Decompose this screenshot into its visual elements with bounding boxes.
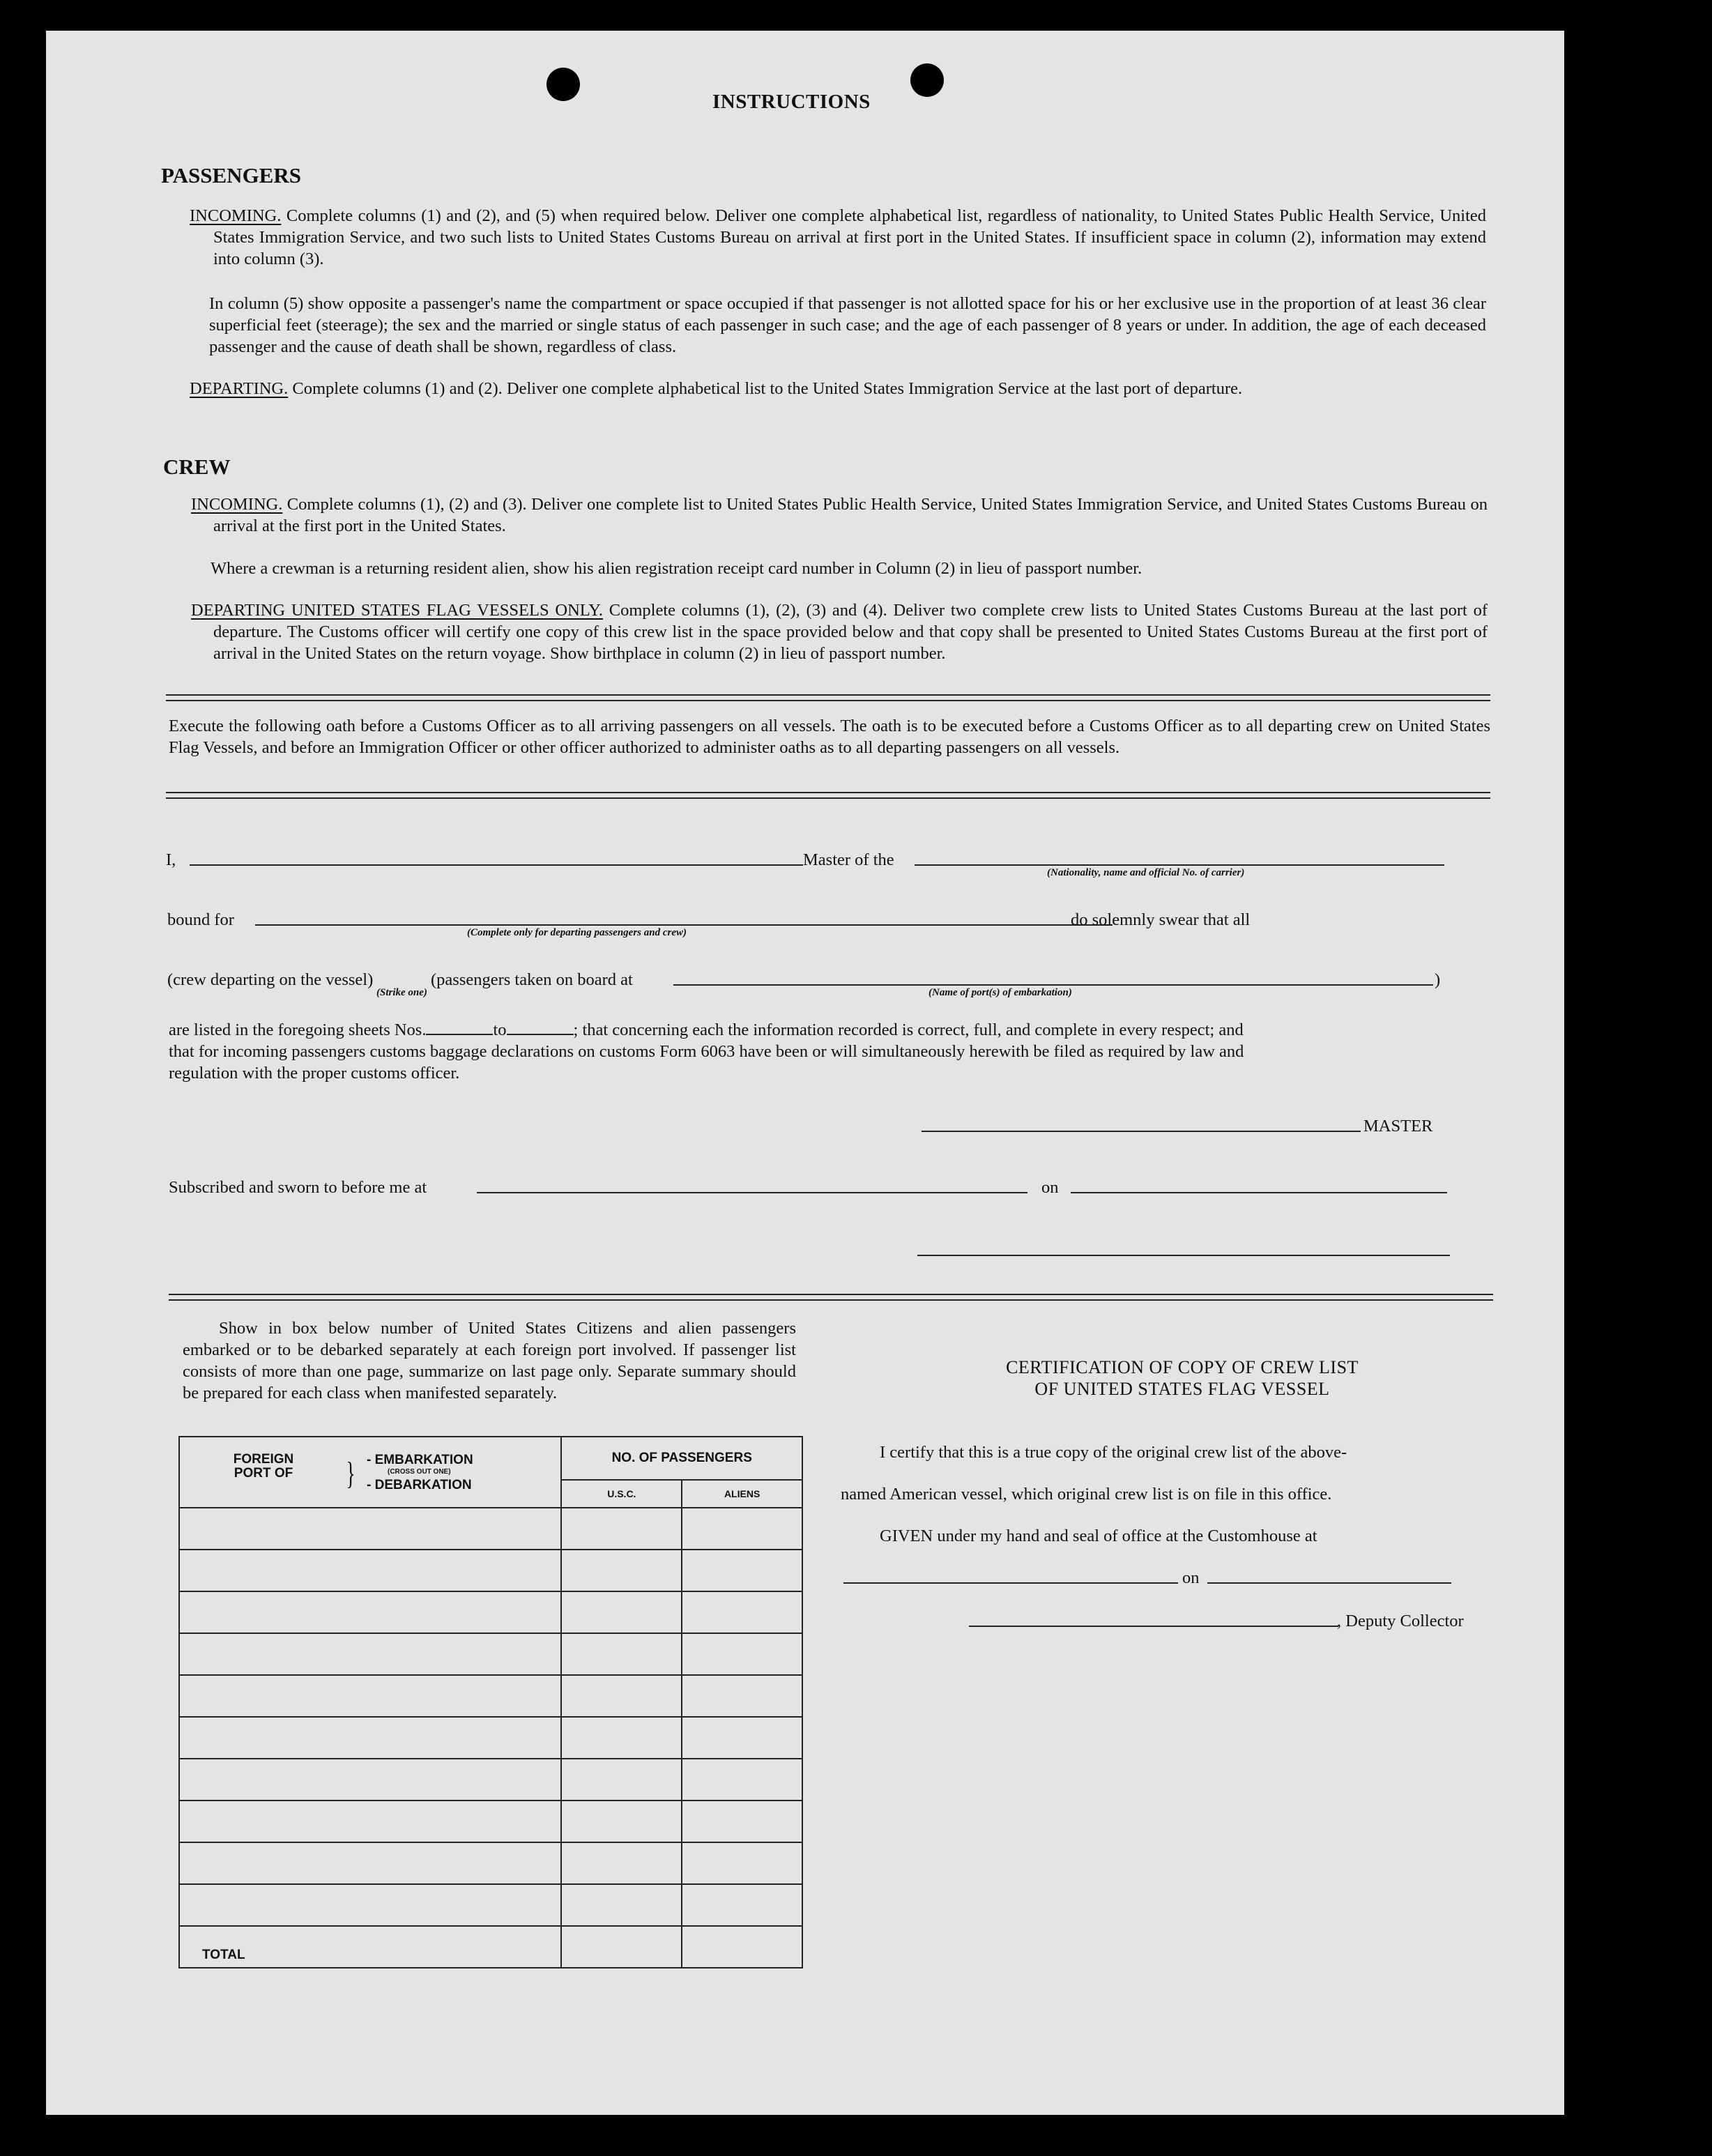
usc-cell[interactable] bbox=[561, 1675, 682, 1717]
col-port-header: FOREIGN PORT OF bbox=[233, 1452, 294, 1481]
deputy-signature-field[interactable] bbox=[969, 1626, 1338, 1627]
customhouse-field[interactable] bbox=[843, 1582, 1178, 1584]
sheets-line bbox=[169, 1019, 1244, 1041]
form-page bbox=[46, 31, 1564, 2115]
certification-heading-line1: CERTIFICATION OF COPY OF CREW LIST bbox=[1006, 1357, 1359, 1377]
port-hint: (Name of port(s) of embarkation) bbox=[928, 987, 1072, 998]
passengers-incoming-label: INCOMING. bbox=[190, 206, 282, 225]
certification-line1: I certify that this is a true copy of the original crew list of the above- bbox=[880, 1443, 1347, 1462]
punch-hole-left bbox=[547, 68, 580, 101]
oath-i-label: I, bbox=[166, 850, 176, 869]
aliens-cell[interactable] bbox=[682, 1591, 802, 1633]
to-label: to bbox=[493, 1020, 507, 1039]
table-row bbox=[179, 1508, 802, 1550]
usc-cell[interactable] bbox=[561, 1717, 682, 1759]
port-cell[interactable] bbox=[179, 1884, 561, 1926]
passengers-incoming-text: Complete columns (1) and (2), and (5) when required below. Deliver one complete alphabetical list, regardless of nationality, to United States Public Health Service, United States Immigration Service, and two such lists to United States Customs Bureau on arrival at first port in the United States. If insufficient space in column (2), information may extend into column (3). bbox=[213, 206, 1486, 268]
crew-incoming bbox=[191, 494, 1488, 537]
punch-hole-right bbox=[910, 63, 944, 97]
table-row bbox=[179, 1884, 802, 1926]
aliens-cell[interactable] bbox=[682, 1842, 802, 1884]
passengers-departing-text: Complete columns (1) and (2). Deliver one complete alphabetical list to the United States Immigration Service at the last port of departure. bbox=[288, 379, 1243, 398]
table-row bbox=[179, 1675, 802, 1717]
master-of-label: Master of the bbox=[803, 850, 894, 869]
port-cell[interactable] bbox=[179, 1675, 561, 1717]
certification-line3: GIVEN under my hand and seal of office at the Customhouse at bbox=[880, 1527, 1317, 1545]
port-cell[interactable] bbox=[179, 1842, 561, 1884]
nationality-hint: (Nationality, name and official No. of carrier) bbox=[1047, 867, 1245, 878]
crew-departing-label: DEPARTING UNITED STATES FLAG VESSELS ONLY. bbox=[191, 601, 603, 620]
port-cell[interactable] bbox=[179, 1508, 561, 1550]
crew-departing-option: (crew departing on the vessel) bbox=[167, 970, 374, 989]
master-name-field[interactable] bbox=[190, 864, 803, 866]
certification-date-field[interactable] bbox=[1207, 1582, 1451, 1584]
port-cell[interactable] bbox=[179, 1717, 561, 1759]
no-passengers-header: NO. OF PASSENGERS bbox=[561, 1437, 802, 1480]
subscribed-label: Subscribed and sworn to before me at bbox=[169, 1178, 427, 1197]
passengers-column5: In column (5) show opposite a passenger's name the compartment or space occupied if that passenger is not allotted space for his or her exclusive use in the proportion of at least 36 clear superficial feet (steerage); the sex and the married or single status of each passenger in such case; and the age of each passenger of 8 years or under. In addition, the age of each deceased passenger and the cause of death shall be shown, regardless of class. bbox=[209, 294, 1486, 356]
sworn-date-field[interactable] bbox=[1071, 1192, 1447, 1193]
aliens-header: ALIENS bbox=[682, 1480, 802, 1508]
listed-text-2: that for incoming passengers customs baggage declarations on customs Form 6063 have been or will simultaneously herewith be filed as required by law and bbox=[169, 1042, 1244, 1061]
sheet-to-field[interactable] bbox=[507, 1034, 574, 1035]
aliens-cell[interactable] bbox=[682, 1759, 802, 1801]
certification-line2: named American vessel, which original crew list is on file in this office. bbox=[841, 1485, 1332, 1504]
double-rule bbox=[166, 792, 1490, 799]
officer-signature-field[interactable] bbox=[917, 1255, 1450, 1256]
table-row bbox=[179, 1550, 802, 1591]
double-rule bbox=[169, 1294, 1493, 1301]
total-label: TOTAL bbox=[179, 1926, 561, 1968]
aliens-cell[interactable] bbox=[682, 1508, 802, 1550]
usc-cell[interactable] bbox=[561, 1884, 682, 1926]
page-title: INSTRUCTIONS bbox=[712, 91, 871, 113]
close-paren: ) bbox=[1435, 970, 1441, 989]
brace-icon: } bbox=[346, 1455, 356, 1491]
usc-cell[interactable] bbox=[561, 1591, 682, 1633]
table-row bbox=[179, 1801, 802, 1842]
sworn-place-field[interactable] bbox=[477, 1192, 1027, 1193]
certification-heading-line2: OF UNITED STATES FLAG VESSEL bbox=[1034, 1379, 1330, 1399]
strike-hint: (Strike one) bbox=[376, 987, 427, 998]
carrier-field[interactable] bbox=[915, 864, 1444, 866]
bound-for-hint: (Complete only for departing passengers and crew) bbox=[467, 927, 687, 938]
port-cell[interactable] bbox=[179, 1633, 561, 1675]
usc-cell[interactable] bbox=[561, 1842, 682, 1884]
table-row bbox=[179, 1633, 802, 1675]
usc-cell[interactable] bbox=[561, 1633, 682, 1675]
listed-prefix: are listed in the foregoing sheets Nos. bbox=[169, 1020, 427, 1039]
deputy-collector-label: , Deputy Collector bbox=[1337, 1612, 1464, 1630]
table-row bbox=[179, 1842, 802, 1884]
port-header-cell bbox=[179, 1437, 561, 1508]
port-cell[interactable] bbox=[179, 1591, 561, 1633]
aliens-cell[interactable] bbox=[682, 1633, 802, 1675]
bound-for-field[interactable] bbox=[255, 924, 1113, 926]
debarkation-label: - DEBARKATION bbox=[367, 1478, 472, 1492]
aliens-cell[interactable] bbox=[682, 1801, 802, 1842]
crew-resident-alien: Where a crewman is a returning resident alien, show his alien registration receipt card number in Column (2) in lieu of passport number. bbox=[211, 559, 1142, 578]
port-cell[interactable] bbox=[179, 1759, 561, 1801]
passengers-departing-label: DEPARTING. bbox=[190, 379, 289, 398]
usc-cell[interactable] bbox=[561, 1550, 682, 1591]
total-row bbox=[179, 1926, 802, 1968]
aliens-cell[interactable] bbox=[682, 1717, 802, 1759]
embarkation-label: - EMBARKATION bbox=[367, 1453, 473, 1467]
usc-header: U.S.C. bbox=[561, 1480, 682, 1508]
port-cell[interactable] bbox=[179, 1550, 561, 1591]
aliens-cell[interactable] bbox=[682, 1675, 802, 1717]
usc-cell[interactable] bbox=[561, 1801, 682, 1842]
aliens-total-cell[interactable] bbox=[682, 1926, 802, 1968]
passengers-heading: PASSENGERS bbox=[161, 163, 301, 188]
sworn-on-label: on bbox=[1041, 1178, 1059, 1197]
passengers-incoming bbox=[190, 205, 1486, 270]
cross-out-hint: (CROSS OUT ONE) bbox=[388, 1468, 451, 1476]
summary-instructions: Show in box below number of United States Citizens and alien passengers embarked or to be debarked separately at each foreign port involved. If passenger list consists of more than one page, summarize on last page only. Separate summary should be prepared for each class when manifested separately. bbox=[183, 1319, 796, 1402]
listed-text-1: ; that concerning each the information recorded is correct, full, and complete in every respect; and bbox=[573, 1020, 1244, 1039]
table-row bbox=[179, 1759, 802, 1801]
master-signature-field[interactable] bbox=[922, 1131, 1361, 1132]
usc-total-cell[interactable] bbox=[561, 1926, 682, 1968]
bound-for-label: bound for bbox=[167, 910, 234, 929]
port-cell[interactable] bbox=[179, 1801, 561, 1842]
crew-incoming-text: Complete columns (1), (2) and (3). Deliver one complete list to United States Public Health Service, United States Immigration Service, and United States Customs Bureau on arrival at the first port in the United States. bbox=[213, 495, 1488, 535]
sheet-from-field[interactable] bbox=[426, 1034, 493, 1035]
passengers-departing bbox=[190, 378, 1486, 399]
certification-on-label: on bbox=[1182, 1568, 1200, 1587]
oath-instruction: Execute the following oath before a Customs Officer as to all arriving passengers on all vessels. The oath is to be executed before a Customs Officer as to all departing crew on United States Flag Vessels, and before an Immigration Officer or other officer authorized to administer oaths as to all departing passengers on all vessels. bbox=[169, 717, 1490, 757]
crew-incoming-label: INCOMING. bbox=[191, 495, 283, 514]
certification-heading bbox=[862, 1356, 1503, 1400]
crew-heading: CREW bbox=[163, 454, 231, 479]
master-label: MASTER bbox=[1363, 1117, 1433, 1136]
passenger-summary-table bbox=[178, 1436, 803, 1968]
swear-label: do solemnly swear that all bbox=[1071, 910, 1251, 929]
table-row bbox=[179, 1717, 802, 1759]
crew-departing bbox=[191, 599, 1488, 664]
usc-cell[interactable] bbox=[561, 1508, 682, 1550]
aliens-cell[interactable] bbox=[682, 1884, 802, 1926]
usc-cell[interactable] bbox=[561, 1759, 682, 1801]
aliens-cell[interactable] bbox=[682, 1550, 802, 1591]
listed-text-3: regulation with the proper customs officer. bbox=[169, 1064, 460, 1083]
embarkation-port-field[interactable] bbox=[673, 984, 1433, 986]
double-rule bbox=[166, 694, 1490, 701]
table-row bbox=[179, 1591, 802, 1633]
crew-departing-text: Complete columns (1), (2), (3) and (4). Deliver two complete crew lists to United States Customs Bureau at the last port of departure. The Customs officer will certify one copy of this crew list in the space provided below and that copy shall be presented to United States Customs Bureau at the first port of arrival in the United States on the return voyage. Show birthplace in column (2) in lieu of passport number. bbox=[213, 601, 1488, 663]
passengers-taken-option: (passengers taken on board at bbox=[431, 970, 633, 989]
